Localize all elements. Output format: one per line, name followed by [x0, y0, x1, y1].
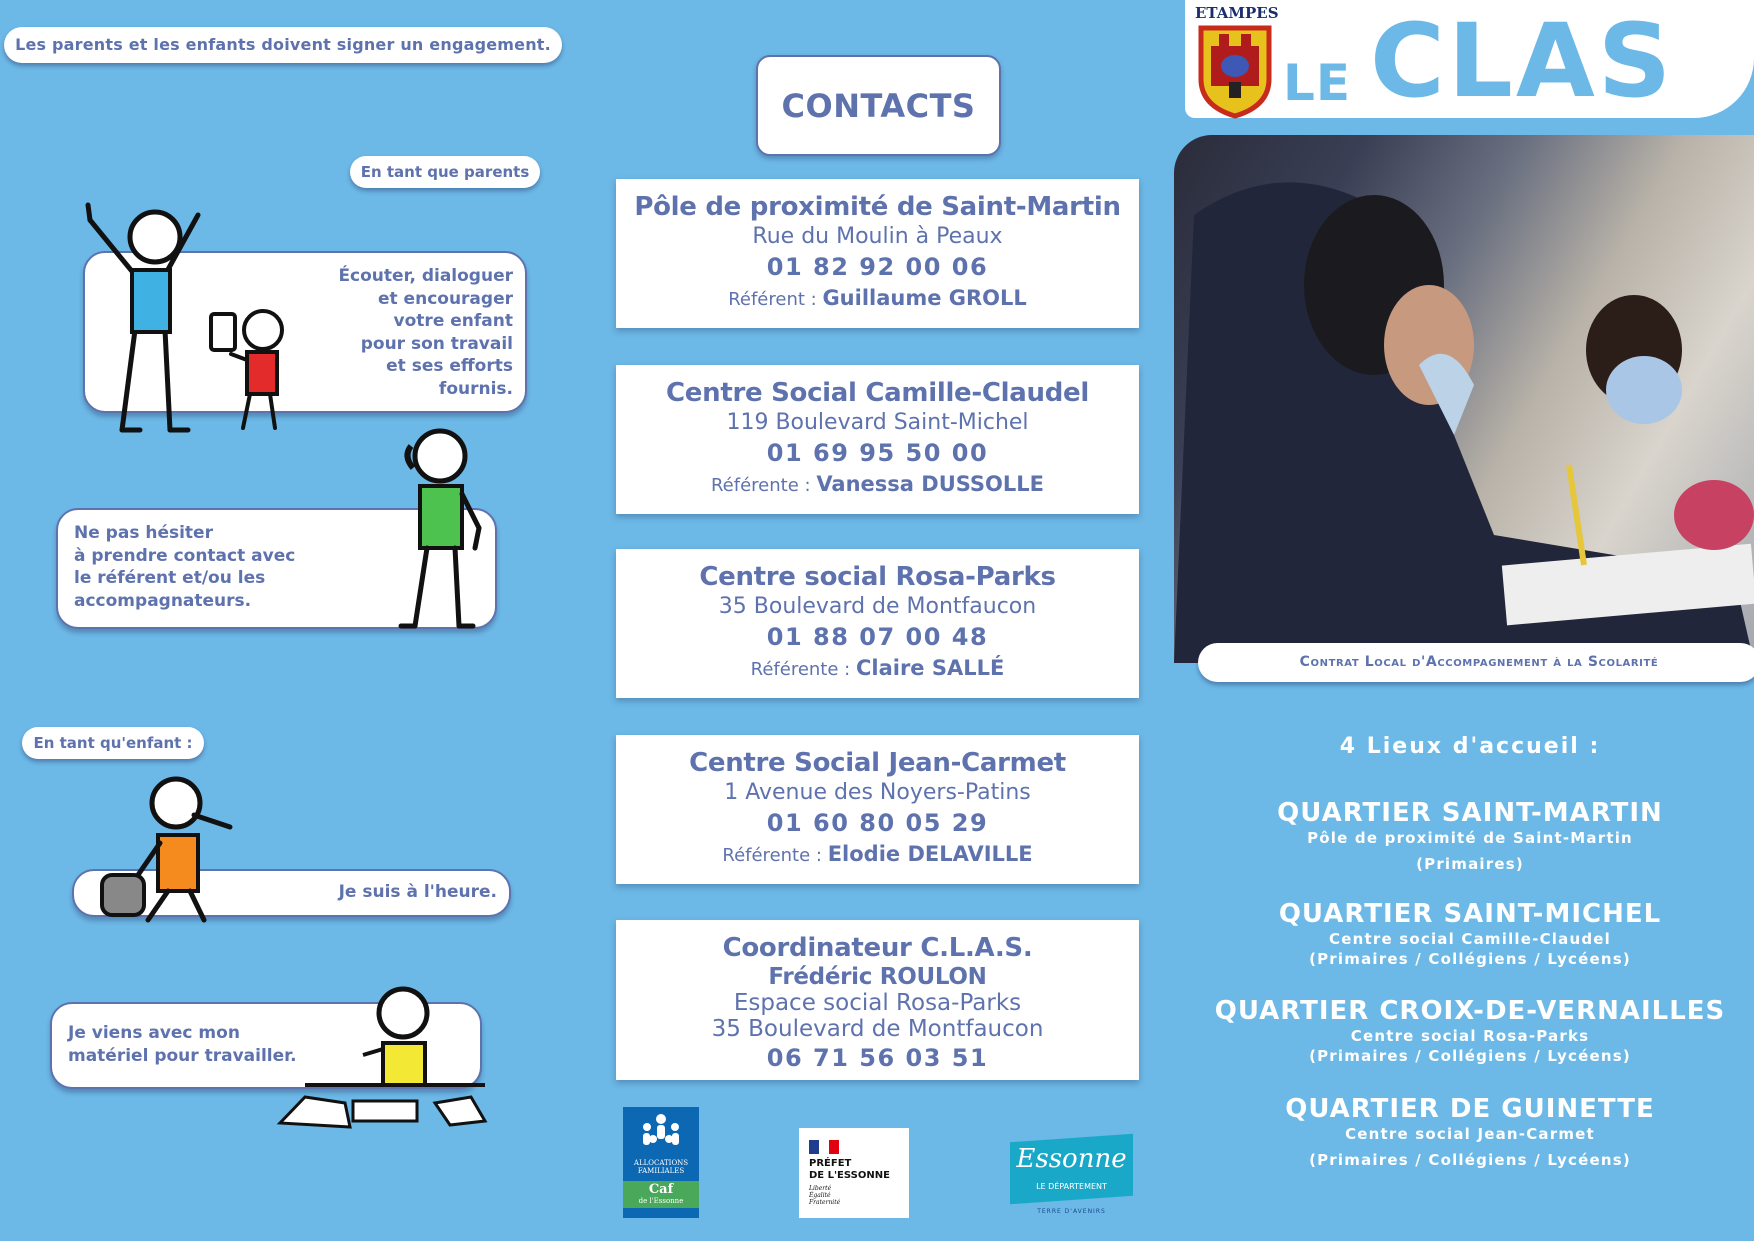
contact-card-camille-claudel: Centre Social Camille-Claudel 119 Boulevard Saint-Michel 01 69 95 50 00 Référente : Vanessa DUSSOLLE [616, 365, 1139, 514]
lieux-title: 4 Lieux d'accueil : [1339, 734, 1601, 759]
quartier-de-guinette: QUARTIER DE GUINETTE Centre social Jean-Carmet (Primaires / Collégiens / Lycéens) [1285, 1094, 1655, 1169]
child-box-on-time-text: Je suis à l'heure. [338, 882, 497, 902]
contacts-title-box [756, 55, 1001, 156]
contact-card-coordinator: Coordinateur C.L.A.S. Frédéric ROULON Espace social Rosa-Parks 35 Boulevard de Montfaucon 06 71 56 03 51 [616, 920, 1139, 1080]
contact-card-saint-martin: Pôle de proximité de Saint-Martin Rue du Moulin à Peaux 01 82 92 00 06 Référent : Guillaume GROLL [616, 179, 1139, 328]
quartier-saint-michel: QUARTIER SAINT-MICHEL Centre social Camille-Claudel (Primaires / Collégiens / Lycéens) [1278, 899, 1662, 968]
phone-figure-icon [395, 428, 505, 633]
subtitle-text: Contrat Local d'Accompagnement à la Scolarité [1299, 654, 1659, 670]
subtitle-banner [1198, 643, 1754, 682]
engagement-banner [4, 27, 562, 63]
contact-card-jean-carmet: Centre Social Jean-Carmet 1 Avenue des Noyers-Patins 01 60 80 05 29 Référente : Elodie DELAVILLE [616, 735, 1139, 884]
student-desk-icon [275, 985, 495, 1135]
students-photo-icon [1174, 135, 1754, 663]
quartier-croix-de-vernailles: QUARTIER CROIX-DE-VERNAILLES Centre social Rosa-Parks (Primaires / Collégiens / Lycéens) [1214, 996, 1726, 1065]
caf-people-icon [631, 1111, 691, 1155]
child-figure-icon [205, 300, 295, 435]
child-box-material-text: Je viens avec mon matériel pour travailler. [68, 1023, 297, 1066]
city-name: ETAMPES [1195, 4, 1279, 22]
title-le: LE [1283, 54, 1352, 112]
engagement-text: Les parents et les enfants doivent signer un engagement. [15, 35, 551, 54]
parent-box-encourage-text: Écouter, dialoguer et encourager votre enfant pour son travail et ses efforts fournis. [338, 266, 513, 399]
contact-card-rosa-parks: Centre social Rosa-Parks 35 Boulevard de Montfaucon 01 88 07 00 48 Référente : Claire SALLÉ [616, 549, 1139, 698]
student-backpack-icon [98, 775, 248, 925]
students-photo [1174, 135, 1754, 663]
parents-label: En tant que parents [350, 156, 540, 188]
contacts-title: CONTACTS [781, 87, 976, 125]
prefet-logo: PRÉFET DE L'ESSONNE Liberté Égalité Fraternité [799, 1128, 909, 1218]
caf-logo: ALLOCATIONS FAMILIALES Caf de l'Essonne [623, 1107, 699, 1218]
etampes-coat-of-arms-icon [1197, 24, 1273, 119]
title-clas: CLAS [1370, 2, 1675, 121]
child-label: En tant qu'enfant : [22, 727, 204, 759]
french-flag-icon [809, 1140, 839, 1154]
essonne-logo: Essonne LE DÉPARTEMENT TERRE D'AVENIRS [1010, 1138, 1133, 1208]
quartier-saint-martin: QUARTIER SAINT-MARTIN Pôle de proximité de Saint-Martin (Primaires) [1277, 798, 1663, 873]
parent-box-contact-text: Ne pas hésiter à prendre contact avec le référent et/ou les accompagnateurs. [74, 523, 296, 611]
